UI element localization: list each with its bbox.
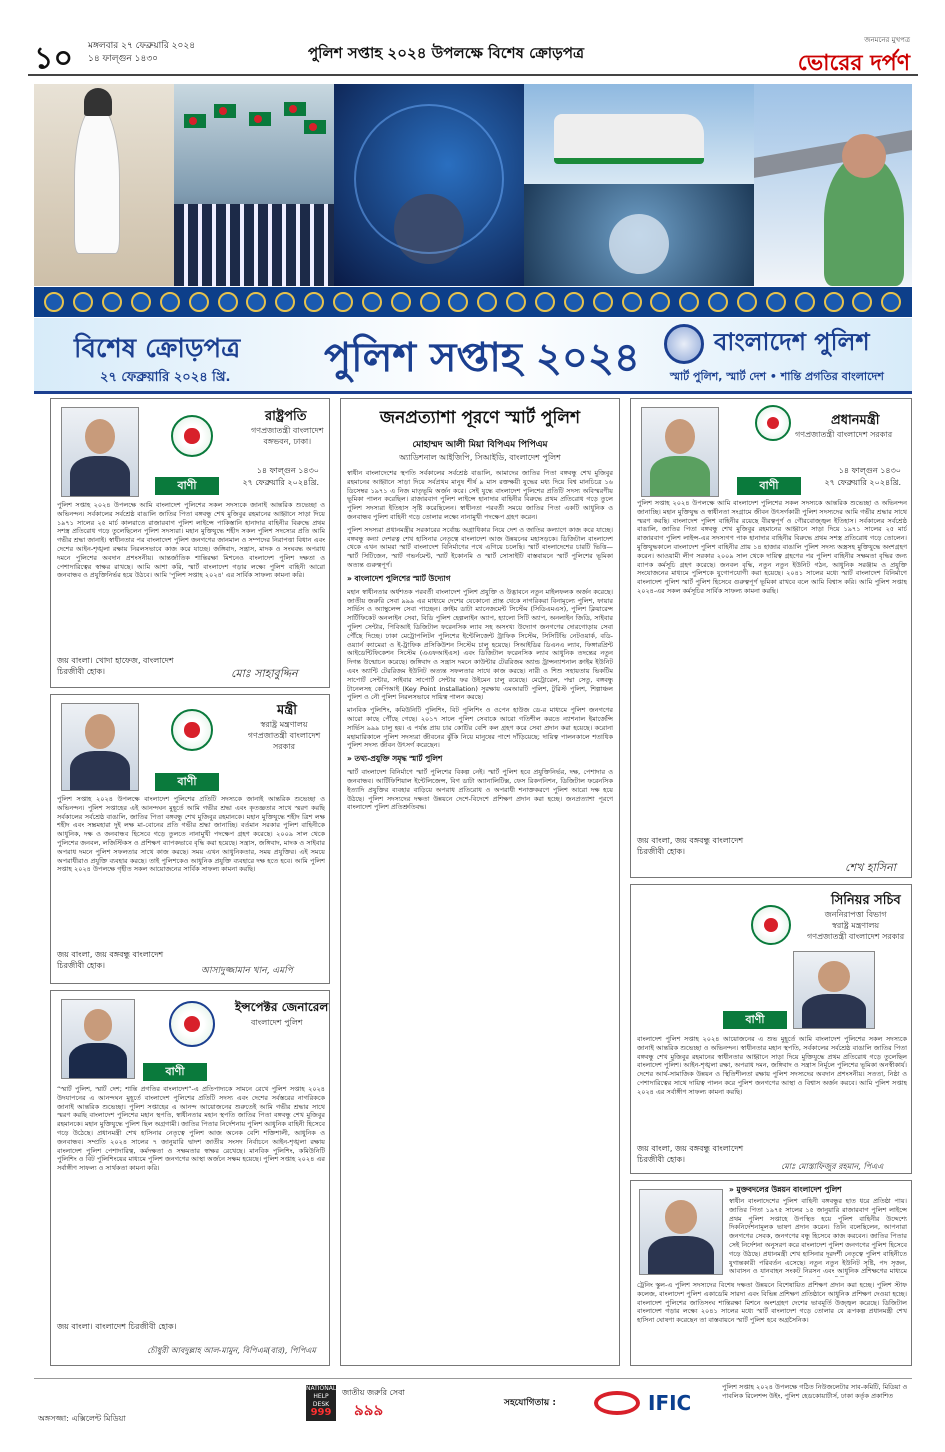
special-supplement-date: ২৭ ফেব্রুয়ারি ২০২৪ খ্রি. xyxy=(100,370,231,385)
prime-minister-bridge-photo xyxy=(754,84,912,286)
special-supplement-label: বিশেষ ক্রোড়পত্র xyxy=(74,334,241,364)
secretary-subtitle-line2: স্বরাষ্ট্র মন্ত্রণালয় xyxy=(832,921,880,930)
unit-badge-icon xyxy=(535,292,555,312)
article-paragraph: মহান স্বাধীনতার অর্ধশতক পরবর্তী বাংলাদেশ পুলিশ প্রযুক্তি ও উদ্ভাবনে নতুন মাইলফলক অর্জন করেছে। জাতীয় জরুরি সেবা ৯৯৯ এর মাধ্যমে দেশের যেকোনো প্রান্ত থেকে নাগরিকরা বিনামূল্যে পুলিশ, ফায়ার সার্ভিস ও অ্যাম্বুলেন্স সেবা পাচ্ছেন। ক্রাইম ডাটা ম্যানেজমেন্ট সিস্টেম (সিডিএমএস), পুলিশ ক্লিয়ারেন্স সার্টিফিকেট অনলাইন সেবা, বিডি পুলিশ হেল্পলাইন অ্যাপ, হ্যালো সিটি অ্যাপ, অনলাইন জিডি, সাইবার পুলিশ সেন্টার, পিবিআই ডিজিটাল ফরেনসিক ল্যাব সহ অসংখ্য উদ্যোগ জনগণের দোরগোড়ায় সেবা পৌঁছে দিচ্ছে। ঢাকা মেট্রোপলিটন পুলিশের ইন্টেলিজেন্ট ট্রাফিক সিস্টেম, সিসিটিভি নেটওয়ার্ক, বডি-ওয়্যার্ন ক্যামেরা ও ই-ট্রাফিক প্রসিকিউশন সিস্টেম চালু হয়েছে। সিআইডির ডিএনএ ল্যাব, ফিঙ্গারপ্রিন্ট আইডেন্টিফিকেশন সিস্টেম (এএফআইএস) এবং ডিজিটাল ফরেনসিক ল্যাব আধুনিক তদন্তের নতুন দিগন্ত উন্মোচন করেছে। জঙ্গিবাদ ও সন্ত্রাস দমনে কাউন্টার টেররিজম অ্যান্ড ট্রান্সন্যাশনাল ক্রাইম ইউনিট এবং অ্যান্টি টেররিজম ইউনিট অত্যন্ত সফলতার সাথে কাজ করছে। নারী ও শিশু সহায়তায় ভিকটিম সাপোর্ট সেন্টার, সাইবার সাপোর্ট সেন্টার ফর উইমেন চালু রয়েছে। মেট্রোরেল, পদ্মা সেতু, বঙ্গবন্ধু টানেলসহ কেপিআই (Key Point Installation) সুরক্ষায় এমআরটি পুলিশ, টুরিস্ট পুলিশ, শিল্পাঞ্চল পুলিশ ও নৌ পুলিশ নিরলসভাবে দায়িত্ব পালন করছে। xyxy=(347,587,613,702)
igp-title: ইন্সপেক্টর জেনারেল xyxy=(235,1000,329,1014)
officer-photo xyxy=(639,1189,723,1275)
minister-signature: আসাদুজ্জামান খান, এমপি xyxy=(201,966,293,976)
article-smart-police xyxy=(340,398,620,1366)
president-title: রাষ্ট্রপতি xyxy=(265,409,307,424)
logo-name: ভোরের দর্পণ xyxy=(797,50,910,76)
emergency-service-label: জাতীয় জরুরি সেবা xyxy=(342,1388,405,1397)
prime-minister-subtitle: গণপ্রজাতন্ত্রী বাংলাদেশ সরকার xyxy=(795,430,893,439)
igp-bani-ribbon: বাণী xyxy=(143,1063,207,1081)
government-seal-icon xyxy=(171,709,213,751)
unit-badge-icon xyxy=(131,292,151,312)
satellite-operator-photo xyxy=(334,84,524,286)
secretary-title: সিনিয়র সচিব xyxy=(831,893,901,908)
minister-message-body: পুলিশ সপ্তাহ ২০২৪ উপলক্ষে বাংলাদেশ পুলিশের প্রতিটি সদস্যকে জানাই আন্তরিক শুভেচ্ছা ও অভিনন্দন। পুলিশ সপ্তাহের এই আনন্দঘন মুহূর্তে আমি গভীর শ্রদ্ধা এবং কৃতজ্ঞতার সাথে স্মরণ করছি সর্বকালের সর্বশ্রেষ্ঠ বাঙালি, জাতির পিতা বঙ্গবন্ধু শেখ মুজিবুর রহমানকে। মহান মুক্তিযুদ্ধে শহীদ ত্রিশ লক্ষ শহীদ এবং সম্ভ্রমহারা দুই লক্ষ মা-বোনের প্রতি গভীর শ্রদ্ধা জানাচ্ছি। বর্তমান সরকার পুলিশ বাহিনীকে আধুনিক, দক্ষ ও জনবান্ধব হিসেবে গড়ে তুলতে নানামুখী পদক্ষেপ গ্রহণ করেছে। ২০০৯ সাল থেকে পুলিশের জনবল, লজিস্টিকস ও প্রশিক্ষণ ব্যাপকভাবে বৃদ্ধি করা হয়েছে। সন্ত্রাস, জঙ্গিবাদ, মাদক ও সাইবার অপরাধ দমনে পুলিশ সফলতার সাথে কাজ করছে। সময় এখন আধুনিকতার, সময় প্রযুক্তির। এই সময়ে অপরাধীরাও প্রযুক্তি ব্যবহার করছে। তাই পুলিশকেও আধুনিক প্রযুক্তি ব্যবহারে দক্ষ হতে হবে। আমি পুলিশ সপ্তাহ ২০২৪ উপলক্ষে গৃহীত সকল আয়োজনের সার্বিক সাফল্য কামনা করছি। xyxy=(57,795,325,874)
prime-minister-bani-ribbon: বাণী xyxy=(737,477,801,495)
unit-badges-strip xyxy=(34,287,912,317)
minister-subtitle-line2: গণপ্রজাতন্ত্রী বাংলাদেশ সরকার xyxy=(247,731,321,751)
metro-train xyxy=(554,114,704,164)
header-date xyxy=(88,40,195,66)
secretary-photo xyxy=(793,951,875,1029)
supplement-title: পুলিশ সপ্তাহ ২০২৪ উপলক্ষে বিশেষ ক্রোড়পত্র xyxy=(308,44,585,62)
header-date-line2: ১৪ ফাল্গুন ১৪৩০ xyxy=(88,54,159,64)
president-date-english: ২৭ ফেব্রুয়ারি ২০২৪খ্রি. xyxy=(242,478,319,487)
police-week-banner xyxy=(34,318,912,394)
minister-closing: জয় বাংলা, জয় বঙ্গবন্ধু বাংলাদেশ চিরজীবী হোক। xyxy=(57,950,164,970)
unit-badge-icon xyxy=(218,292,238,312)
unit-badge-icon xyxy=(189,292,209,312)
igp-message xyxy=(50,990,330,1366)
article-subheading: » বাংলাদেশ পুলিশের স্মার্ট উদ্যোগ xyxy=(347,573,451,583)
government-seal-icon xyxy=(171,415,213,457)
police-emblem-icon xyxy=(664,324,704,364)
unit-badge-icon xyxy=(333,292,353,312)
unit-badge-icon xyxy=(44,292,64,312)
unit-badge-icon xyxy=(160,292,180,312)
president-dates xyxy=(242,465,319,489)
minister-photo xyxy=(61,703,139,791)
unit-badge-icon xyxy=(73,292,93,312)
tunnel-photo xyxy=(524,184,754,286)
minister-title: মন্ত্রী xyxy=(277,703,297,718)
igp-message-body: “স্মার্ট পুলিশ, স্মার্ট দেশ; শান্তি প্রগতির বাংলাদেশ”-এ প্রতিপাদ্যকে সামনে রেখে পুলিশ সপ্তাহ ২০২৪ উদযাপনের এ আনন্দঘন মুহূর্তে বাংলাদেশ পুলিশের প্রতিটি সদস্য এবং দেশের সর্বস্তরের নাগরিককে জানাই আন্তরিক শুভেচ্ছা। পুলিশ সপ্তাহের এ আনন্দ আয়োজনের শুরুতেই আমি গভীর শ্রদ্ধার সাথে স্মরণ করছি বাংলাদেশ পুলিশের মহান স্থপতি, স্বাধীনতার মহান স্থপতি জাতির পিতা বঙ্গবন্ধু শেখ মুজিবুর রহমানকে। মহান মুক্তিযুদ্ধে পুলিশ ছিল অগ্রগামী। জাতির পিতার নির্দেশনায় পুলিশ আধুনিক বাহিনী হিসেবে গড়ে উঠেছে। প্রধানমন্ত্রী শেখ হাসিনার নেতৃত্বে পুলিশ আজ অনেক বেশি শক্তিশালী, আধুনিক ও জনবান্ধব। সম্প্রতি ২০২৪ সালের ৭ জানুয়ারি দ্বাদশ জাতীয় সংসদ নির্বাচনে আইন-শৃঙ্খলা রক্ষায় বাংলাদেশ পুলিশ পেশাদারিত্ব, কর্মদক্ষতা ও সক্ষমতার স্বাক্ষর রেখেছে। মানবিক পুলিশিং, কমিউনিটি পুলিশিং ও বিট পুলিশিংয়ের মাধ্যমে পুলিশ জনগণের আস্থা অর্জনে সক্ষম হয়েছে। পুলিশ সপ্তাহ ২০২৪ এর সর্বাঙ্গীণ সাফল্য ও সার্থকতা কামনা করি। xyxy=(57,1085,325,1173)
minister-bani-ribbon: বাণী xyxy=(155,773,219,791)
unit-badge-icon xyxy=(362,292,382,312)
unit-badge-icon xyxy=(102,292,122,312)
secretary-closing: জয় বাংলা, জয় বঙ্গবন্ধু বাংলাদেশ চিরজীবী হোক। xyxy=(637,1144,744,1164)
minister-message xyxy=(50,694,330,984)
igp-subtitle: বাংলাদেশ পুলিশ xyxy=(251,1018,303,1027)
unit-badge-icon xyxy=(564,292,584,312)
igp-signature: চৌধুরী আবদুল্লাহ আল-মামুন, বিপিএম(বার), পিপিএম xyxy=(147,1346,316,1355)
help-desk-number: 999 xyxy=(310,1407,332,1418)
unit-badge-icon xyxy=(679,292,699,312)
president-message xyxy=(50,398,330,688)
ific-name: IFIC xyxy=(648,1391,692,1415)
president-closing: জয় বাংলা। খোদা হাফেজ, বাংলাদেশ চিরজীবী হোক। xyxy=(57,656,174,676)
unit-badge-icon xyxy=(477,292,497,312)
article-paragraph: পুলিশ সদস্যরা প্রধানমন্ত্রীর সরকারের সর্বোচ্চ অগ্রাধিকার নিয়ে দেশ ও জাতির কল্যাণে কাজ করে যাচ্ছে। বঙ্গবন্ধু কন্যা দেশরত্ন শেখ হাসিনার নেতৃত্বে বাংলাদেশ আজ উন্নয়নের মহাসড়কে। ডিজিটাল বাংলাদেশ থেকে এখন আমরা স্মার্ট বাংলাদেশ বিনির্মাণের পথে এগিয়ে চলেছি। স্মার্ট বাংলাদেশের চারটি ভিত্তি—স্মার্ট সিটিজেন, স্মার্ট গভর্নমেন্ট, স্মার্ট ইকোনমি ও স্মার্ট সোসাইটি বাস্তবায়নে স্মার্ট পুলিশের ভূমিকা অত্যন্ত গুরুত্বপূর্ণ। xyxy=(347,525,613,569)
prime-minister-date-english: ২৭ ফেব্রুয়ারি ২০২৪খ্রি. xyxy=(824,478,901,487)
unit-badge-icon xyxy=(593,292,613,312)
ific-bank-logo xyxy=(594,1387,714,1419)
unit-badge-icon xyxy=(448,292,468,312)
secretary-signature: মোঃ মোস্তাফিজুর রহমান, পিএএ xyxy=(781,1162,884,1171)
officer-article-body: স্বাধীন বাংলাদেশের পুলিশ বাহিনী বঙ্গবন্ধুর হাত ধরে প্রতিষ্ঠা পায়। জাতির পিতা ১৯৭৫ সালের ১৫ জানুয়ারি রাজারবাগ পুলিশ লাইন্সে প্রথম পুলিশ সপ্তাহে উপস্থিত হয়ে পুলিশ বাহিনীর উদ্দেশ্যে দিকনির্দেশনামূলক ভাষণ প্রদান করেন। তিনি বলেছিলেন, আপনারা জনগণের সেবক, জনগণের বন্ধু হিসেবে কাজ করবেন। জাতির পিতার সেই নির্দেশনা অনুসরণ করে বাংলাদেশ পুলিশ জনগণের পুলিশ হিসেবে গড়ে উঠছে। প্রধানমন্ত্রী শেখ হাসিনার দূরদর্শী নেতৃত্বে পুলিশ বাহিনীতে যুগান্তকারী পরিবর্তন এসেছে। নতুন নতুন ইউনিট সৃষ্টি, পদ সৃজন, আবাসন ও যানবাহন সংকট নিরসন এবং আধুনিক প্রশিক্ষণের মাধ্যমে xyxy=(729,1197,907,1276)
decoration-credit: অঙ্গসজ্জা: এক্সিলেন্ট মিডিয়া xyxy=(38,1414,126,1423)
unit-badge-icon xyxy=(420,292,440,312)
help-desk-label: NATIONAL HELP DESK xyxy=(306,1385,337,1408)
president-photo xyxy=(61,407,139,497)
page-footer xyxy=(34,1378,912,1430)
secretary-subtitle xyxy=(807,909,904,942)
president-subtitle-line2: বঙ্গভবন, ঢাকা। xyxy=(263,437,312,446)
hero-collage xyxy=(34,84,912,286)
secretary-message xyxy=(630,884,912,1174)
bangabandhu-photo xyxy=(34,84,174,286)
government-seal-icon xyxy=(751,905,791,945)
unit-badge-icon xyxy=(246,292,266,312)
police-parade-photo xyxy=(174,84,334,286)
unit-badge-icon xyxy=(766,292,786,312)
officer-article-subheading: » মুক্তবদলের উন্নয়ন বাংলাদেশ পুলিশ xyxy=(729,1185,842,1194)
emergency-service-number: ৯৯৯ xyxy=(354,1401,384,1419)
unit-badge-icon xyxy=(622,292,642,312)
officer-article-body2: ট্রেনিং স্কুল-এ পুলিশ সদস্যদের বিশেষ দক্ষতা উন্নয়নে বিশেষায়িত প্রশিক্ষণ প্রদান করা হচ্ছে। পুলিশ স্টাফ কলেজ, বাংলাদেশ পুলিশ একাডেমি সারদা এবং বিভিন্ন প্রশিক্ষণ প্রতিষ্ঠানে আধুনিক প্রশিক্ষণ দেওয়া হচ্ছে। বাংলাদেশ পুলিশের জাতিসংঘ শান্তিরক্ষা মিশনে অংশগ্রহণ দেশের ভাবমূর্তি উজ্জ্বল করেছে। ডিজিটাল বাংলাদেশ গড়ার লক্ষ্যে ২০৪১ সালের মধ্যে স্মার্ট বাংলাদেশ গড়ে তোলার যে রূপকল্প প্রধানমন্ত্রী শেখ হাসিনা ঘোষণা করেছেন তা বাস্তবায়নে স্মার্ট পুলিশ হবে অগ্রসৈনিক। xyxy=(637,1281,907,1325)
president-signature: মোঃ সাহাবুদ্দিন xyxy=(231,667,298,680)
officer-article xyxy=(630,1180,912,1366)
police-week-title: পুলিশ সপ্তাহ ২০২৪ xyxy=(324,334,640,381)
unit-badge-icon xyxy=(275,292,295,312)
national-help-desk-logo xyxy=(306,1385,336,1421)
page-number: ১০ xyxy=(34,41,73,76)
igp-closing: জয় বাংলা। বাংলাদেশ চিরজীবী হোক। xyxy=(57,1322,177,1331)
unit-badge-icon xyxy=(737,292,757,312)
unit-badge-icon xyxy=(824,292,844,312)
president-date-bangla: ১৪ ফাল্গুন ১৪৩০ xyxy=(256,466,319,475)
article-paragraph: মানবিক পুলিশিং, কমিউনিটি পুলিশিং, বিট পুলিশিং ও ওপেন হাউজ ডে-র মাধ্যমে পুলিশ জনগণের আরো কাছে পৌঁছে গেছে। ২০১৭ সালে পুলিশ সেবাকে আরো গতিশীল করতে ন্যাশনাল ইমার্জেন্সি সার্ভিস ৯৯৯ চালু হয়। এ পর্যন্ত প্রায় চার কোটির বেশি কল গ্রহণ করে সেবা প্রদান করা হয়েছে। করোনা মহামারিকালে পুলিশ সদস্যরা জীবনের ঝুঁকি নিয়ে মানুষের পাশে দাঁড়িয়েছে; দায়িত্ব পালনকালে শতাধিক পুলিশ সদস্য জীবন উৎসর্গ করেছেন। xyxy=(347,706,613,750)
secretary-subtitle-line1: জননিরাপত্তা বিভাগ xyxy=(824,910,887,919)
prime-minister-title: প্রধানমন্ত্রী xyxy=(831,413,880,428)
article-affiliation: অ্যাডিশনাল আইজিপি, সিআইডি, বাংলাদেশ পুলিশ xyxy=(399,453,561,462)
minister-subtitle-line1: স্বরাষ্ট্র মন্ত্রণালয় xyxy=(260,720,308,729)
government-seal-icon xyxy=(755,405,791,441)
cooperation-label: সহযোগিতায় : xyxy=(504,1398,556,1408)
publisher-note: পুলিশ সপ্তাহ ২০২৪ উপলক্ষে গঠিত নিউজলেটার সাব-কমিটি, মিডিয়া ও পাবলিক রিলেশন্স উইং, পুলিশ হেডকোয়ার্টার্স, ঢাকা কর্তৃক প্রকাশিত xyxy=(722,1383,908,1400)
police-slogan: স্মার্ট পুলিশ, স্মার্ট দেশ • শান্তি প্রগতির বাংলাদেশ xyxy=(670,370,884,383)
president-subtitle xyxy=(251,425,324,447)
page-header xyxy=(28,32,918,76)
president-bani-ribbon: বাণী xyxy=(155,477,219,495)
prime-minister-message-body: পুলিশ সপ্তাহ ২০২৪ উপলক্ষে আমি বাংলাদেশ পুলিশের সকল সদস্যকে আন্তরিক শুভেচ্ছা ও অভিনন্দন জানাচ্ছি। মহান মুক্তিযুদ্ধ ও স্বাধীনতা সংগ্রামে জীবন উৎসর্গকারী পুলিশ সদস্যদের আমি গভীর শ্রদ্ধার সাথে স্মরণ করছি। বাংলাদেশ পুলিশ বাহিনীর রয়েছে বীরত্বপূর্ণ ও গৌরবোজ্জ্বল ইতিহাস। সর্বকালের সর্বশ্রেষ্ঠ বাঙালি, জাতির পিতা বঙ্গবন্ধু শেখ মুজিবুর রহমানের আহ্বানে সাড়া দিয়ে ১৯৭১ সালের ২৫ মার্চ রাজারবাগ পুলিশ লাইন্স-এর সদস্যগণ পাক হানাদার বাহিনীর বিরুদ্ধে প্রথম সশস্ত্র প্রতিরোধ গড়ে তোলেন। মুক্তিযুদ্ধকালে বাংলাদেশ পুলিশ বাহিনীর প্রায় ১৪ হাজার বাঙালি পুলিশ সদস্য অস্ত্রসহ মুক্তিযুদ্ধে অংশগ্রহণ করেন। আওয়ামী লীগ সরকার ২০০৯ সাল থেকে দায়িত্ব গ্রহণের পর পুলিশ বাহিনীর সক্ষমতা বৃদ্ধির জন্য ব্যাপক কর্মসূচি গ্রহণ করেছে। জনবল বৃদ্ধি, নতুন নতুন ইউনিট গঠন, আধুনিক সরঞ্জাম ও প্রযুক্তি সংযোজনের মাধ্যমে পুলিশকে যুগোপযোগী করা হয়েছে। ২০৪১ সালের মধ্যে স্মার্ট বাংলাদেশ বিনির্মাণে বাংলাদেশ পুলিশ স্মার্ট পুলিশ হিসেবে গুরুত্বপূর্ণ ভূমিকা রাখবে বলে আমি বিশ্বাস করি। আমি পুলিশ সপ্তাহ ২০২৪-এর সকল কর্মসূচির সার্বিক সাফল্য কামনা করছি। xyxy=(637,499,907,595)
unit-badge-icon xyxy=(391,292,411,312)
header-date-line1: মঙ্গলবার ২৭ ফেব্রুয়ারি ২০২৪ xyxy=(88,41,196,51)
prime-minister-photo xyxy=(641,407,719,497)
unit-badge-icon xyxy=(304,292,324,312)
secretary-message-body: বাংলাদেশ পুলিশ সপ্তাহ ২০২৪ আয়োজনের এ শুভ মুহূর্তে আমি বাংলাদেশ পুলিশের সকল সদস্যকে জানাই আন্তরিক শুভেচ্ছা ও অভিনন্দন। স্বাধীনতার মহান স্থপতি, সর্বকালের সর্বশ্রেষ্ঠ বাঙালি জাতির পিতা বঙ্গবন্ধু শেখ মুজিবুর রহমানের স্বাধীনতার আহ্বানে সাড়া দিয়ে মুক্তিযুদ্ধে প্রথম প্রতিরোধ গড়ে তুলেছিল বাংলাদেশ পুলিশ। আইন-শৃঙ্খলা রক্ষা, অপরাধ দমন, জঙ্গিবাদ ও সন্ত্রাস নির্মূলে পুলিশের ভূমিকা অনস্বীকার্য। দেশের আর্থ-সামাজিক উন্নয়ন ও স্থিতিশীলতা রক্ষায় পুলিশ সদস্যদের অবদান প্রশংসনীয়। সততা, নিষ্ঠা ও পেশাদারিত্বের সাথে দায়িত্ব পালন করে পুলিশ জনগণের আস্থা ও বিশ্বাস অর্জন করবে। আমি পুলিশ সপ্তাহ ২০২৪ এর সর্বাঙ্গীণ সাফল্য কামনা করছি। xyxy=(637,1035,907,1096)
prime-minister-dates xyxy=(824,465,901,489)
police-emblem-icon xyxy=(169,1001,215,1047)
article-subheading: » তথ্য-প্রযুক্তি সমৃদ্ধ স্মার্ট পুলিশ xyxy=(347,754,443,764)
secretary-subtitle-line3: গণপ্রজাতন্ত্রী বাংলাদেশ সরকার xyxy=(807,932,905,941)
newspaper-logo xyxy=(760,34,910,83)
prime-minister-closing: জয় বাংলা, জয় বঙ্গবন্ধু বাংলাদেশ চিরজীবী হোক। xyxy=(637,836,744,856)
unit-badge-icon xyxy=(506,292,526,312)
secretary-bani-ribbon: বাণী xyxy=(723,1011,787,1029)
article-paragraph: স্মার্ট বাংলাদেশ বিনির্মাণে স্মার্ট পুলিশের বিকল্প নেই। স্মার্ট পুলিশ হবে প্রযুক্তিনির্ভর, দক্ষ, পেশাদার ও জনবান্ধব। আর্টিফিশিয়াল ইন্টেলিজেন্স, বিগ ডাটা অ্যানালিটিক্স, ফেস রিকগনিশন, ডিজিটাল ফরেনসিক ইত্যাদি প্রযুক্তির ব্যবহার বাড়িয়ে অপরাধ প্রতিরোধ ও অপরাধী শনাক্তকরণে পুলিশ আরো দক্ষ হয়ে উঠছে। পুলিশ সদস্যদের দক্ষতা উন্নয়নে দেশে-বিদেশে প্রশিক্ষণ প্রদান করা হচ্ছে। জনপ্রত্যাশা পূরণে বাংলাদেশ পুলিশ প্রতিশ্রুতিবদ্ধ। xyxy=(347,768,613,812)
article-paragraph: স্বাধীন বাংলাদেশের স্থপতি সর্বকালের সর্বশ্রেষ্ঠ বাঙালি, আমাদের জাতির পিতা বঙ্গবন্ধু শেখ মুজিবুর রহমানের আহ্বানে সাড়া দিয়ে সর্বপ্রথম মানুষ শীর্ষ ৯ মাস রক্তক্ষয়ী যুদ্ধের মধ্য দিয়ে বিশ্ব মানচিত্রে ১৬ ডিসেম্বর ১৯৭১ এ নিজ মাতৃভূমি অর্জন করে। সেই যুদ্ধে বাংলাদেশ পুলিশের প্রতিটি সদস্য অবিস্মরণীয় ভূমিকা পালন করেছিল। রাজারবাগ পুলিশ লাইন্সে হানাদার বাহিনীর বিরুদ্ধে প্রথম প্রতিরোধ গড়ে তুলে পুলিশ সদস্যরা ইতিহাস সৃষ্টি করেছিলেন। স্বাধীনতা পরবর্তী সময়ে জাতির পিতা একটি আধুনিক ও জনবান্ধব পুলিশ বাহিনী গড়ে তোলার লক্ষ্যে নানামুখী পদক্ষেপ গ্রহণ করেন। xyxy=(347,469,613,521)
president-subtitle-line1: গণপ্রজাতন্ত্রী বাংলাদেশ xyxy=(251,426,324,435)
president-message-body: পুলিশ সপ্তাহ ২০২৪ উপলক্ষে আমি বাংলাদেশ পুলিশের সকল সদস্যকে জানাই আন্তরিক শুভেচ্ছা ও অভিনন্দন। সর্বকালের সর্বশ্রেষ্ঠ বাঙালি জাতির পিতা বঙ্গবন্ধু শেখ মুজিবুর রহমানের আহ্বানে সাড়া দিয়ে ১৯৭১ সালের ২৫ মার্চ কালরাতে রাজারবাগ পুলিশ লাইন্সে পাকিস্তানি হানাদার বাহিনীর বিরুদ্ধে প্রথম সশস্ত্র প্রতিরোধ গড়ে তুলেছিলেন পুলিশ সদস্যরা। মহান মুক্তিযুদ্ধে শহীদ সকল পুলিশ সদস্যের প্রতি আমি গভীর শ্রদ্ধা জানাই। স্বাধীনতার পর বাংলাদেশ পুলিশ জনগণের জানমাল ও সম্পদের নিরাপত্তা বিধান এবং দেশের আইন-শৃঙ্খলা রক্ষায় নিরলসভাবে কাজ করে যাচ্ছে। জঙ্গিবাদ, সন্ত্রাস, মাদক ও সংঘবদ্ধ অপরাধ দমনে পুলিশের অবদান প্রশংসনীয়। আন্তর্জাতিক শান্তিরক্ষা মিশনেও বাংলাদেশ পুলিশ দক্ষতা ও পেশাদারিত্বের স্বাক্ষর রাখছে। আমি আশা করি, স্মার্ট বাংলাদেশ গড়ার লক্ষ্যে পুলিশ বাহিনী আরো জনবান্ধব ও প্রযুক্তিনির্ভর হয়ে উঠবে। আমি 'পুলিশ সপ্তাহ ২০২৪' এর সার্বিক সাফল্য কামনা করি। xyxy=(57,501,325,580)
bangladesh-police-title: বাংলাদেশ পুলিশ xyxy=(714,327,870,356)
article-title: জনপ্রত্যাশা পূরণে স্মার্ট পুলিশ xyxy=(379,408,581,428)
prime-minister-signature: শেখ হাসিনা xyxy=(845,861,896,874)
article-author: মোহাম্মদ আলী মিয়া বিপিএম পিপিএম xyxy=(412,440,548,450)
minister-subtitle xyxy=(239,719,329,752)
unit-badge-icon xyxy=(650,292,670,312)
unit-badge-icon xyxy=(795,292,815,312)
logo-tagline: জনমনের মুখপত্র xyxy=(864,36,910,44)
unit-badge-icon xyxy=(881,292,901,312)
ific-mark-icon xyxy=(594,1391,640,1415)
igp-photo xyxy=(61,999,135,1079)
unit-badge-icon xyxy=(708,292,728,312)
unit-badge-icon xyxy=(852,292,872,312)
prime-minister-date-bangla: ১৪ ফাল্গুন ১৪৩০ xyxy=(838,466,901,475)
prime-minister-message xyxy=(630,398,912,878)
